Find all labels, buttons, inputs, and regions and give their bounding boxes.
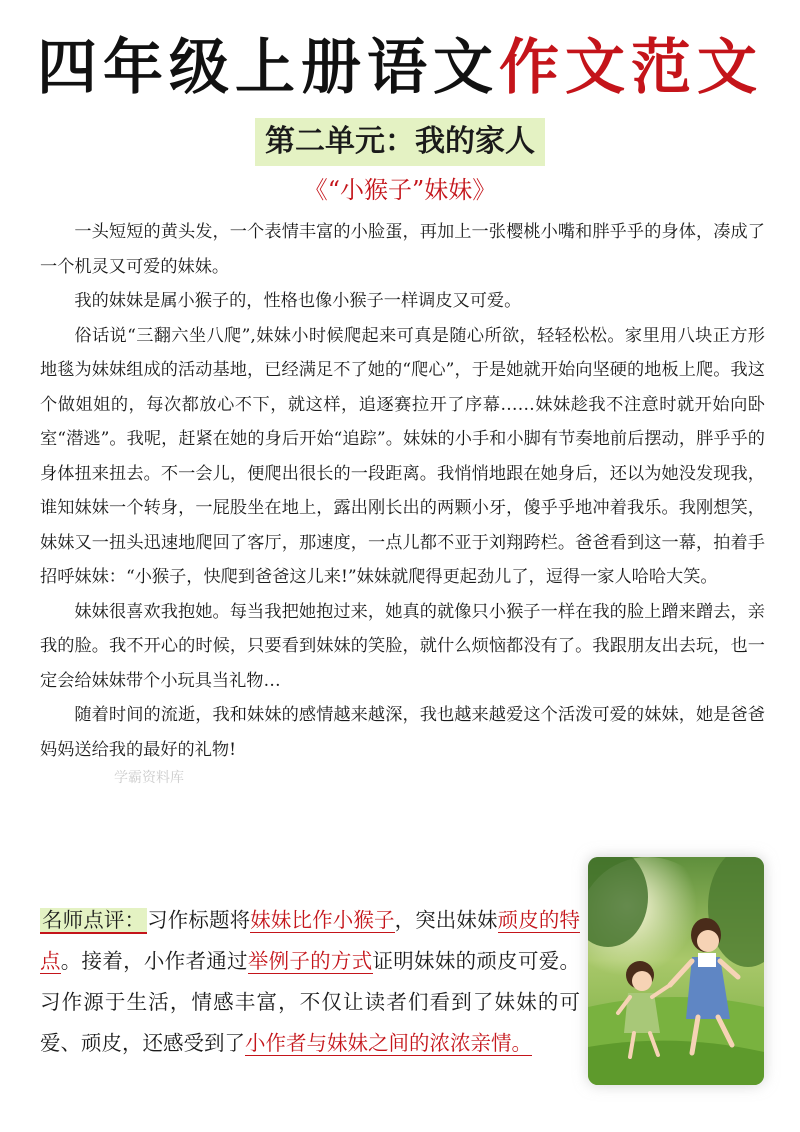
- page-title-red: 作文范文: [499, 33, 763, 103]
- review-text: 习作标题将: [147, 908, 251, 932]
- review-highlight: 顽皮的特点: [40, 908, 581, 973]
- teacher-review: [40, 900, 580, 1064]
- essay-paragraph: 我的妹妹是属小猴子的，性格也像小猴子一样调皮又可爱。: [74, 291, 522, 311]
- review-text: ，突出妹妹: [394, 908, 498, 932]
- two-girls-running-illustration: [588, 857, 764, 1085]
- review-highlight: 举例子的方式: [247, 949, 373, 973]
- essay-paragraph: 俗话说“三翻六坐八爬”,妹妹小时候爬起来可真是随心所欲，轻轻松松。家里用八块正方形地毯为妹妹组成的活动基地，已经满足不了她的“爬心”，于是她就开始向坚硬的地板上爬。我这个做姐姐的，每次都放心不下，就这样，追逐赛拉开了序幕……妹妹趁我不注意时就开始向卧室“潜逃”。我呢，赶紧在她的身后开始“追踪”。妹妹的小手和小脚有节奏地前后摆动，胖乎乎的身体扭来扭去。不一会儿，便爬出很长的一段距离。我悄悄地跟在她身后，还以为她没发现我，谁知妹妹一个转身，一屁股坐在地上，露出刚长出的两颗小牙，傻乎乎地冲着我乐。我刚想笑，妹妹又一扭头迅速地爬回了客厅，那速度，一点儿都不亚于刘翔跨栏。爸爸看到这一幕，拍着手招呼妹妹：“小猴子，快爬到爸爸这儿来!”妹妹就爬得更起劲儿了，逗得一家人哈哈大笑。: [40, 325, 765, 587]
- review-highlight: 小作者与妹妹之间的浓浓亲情。: [245, 1031, 532, 1055]
- essay-title: 《“小猴子”妹妹》: [303, 176, 497, 204]
- watermark: 学霸资料库: [114, 770, 184, 786]
- unit-title: 第二单元：我的家人: [265, 124, 535, 159]
- review-label: 名师点评：: [42, 908, 146, 932]
- review-text: 。接着，小作者通过: [60, 949, 248, 973]
- essay-paragraph: 随着时间的流逝，我和妹妹的感情越来越深，我也越来越爱这个活泼可爱的妹妹，她是爸爸妈妈送给我的最好的礼物!: [40, 705, 765, 760]
- unit-banner: [255, 118, 545, 166]
- page-title-black: 四年级上册语文: [37, 33, 499, 103]
- essay-body: [40, 215, 765, 767]
- essay-paragraph: 妹妹很喜欢我抱她。每当我把她抱过来，她真的就像只小猴子一样在我的脸上蹭来蹭去，亲我的脸。我不开心的时候，只要看到妹妹的笑脸，就什么烦恼都没有了。我跟朋友出去玩，也一定会给妹妹带个小玩具当礼物…: [40, 601, 765, 691]
- essay-paragraph: 一头短短的黄头发，一个表情丰富的小脸蛋，再加上一张樱桃小嘴和胖乎乎的身体，凑成了一个机灵又可爱的妹妹。: [40, 222, 765, 277]
- review-text: 证明妹妹的顽皮可爱。习作源于生活，情感丰富，不仅让读者们看到了妹妹的可爱、顽皮，还感受到了: [40, 949, 581, 1055]
- page-title: [0, 28, 800, 108]
- review-highlight: 妹妹比作小猴子: [250, 908, 395, 932]
